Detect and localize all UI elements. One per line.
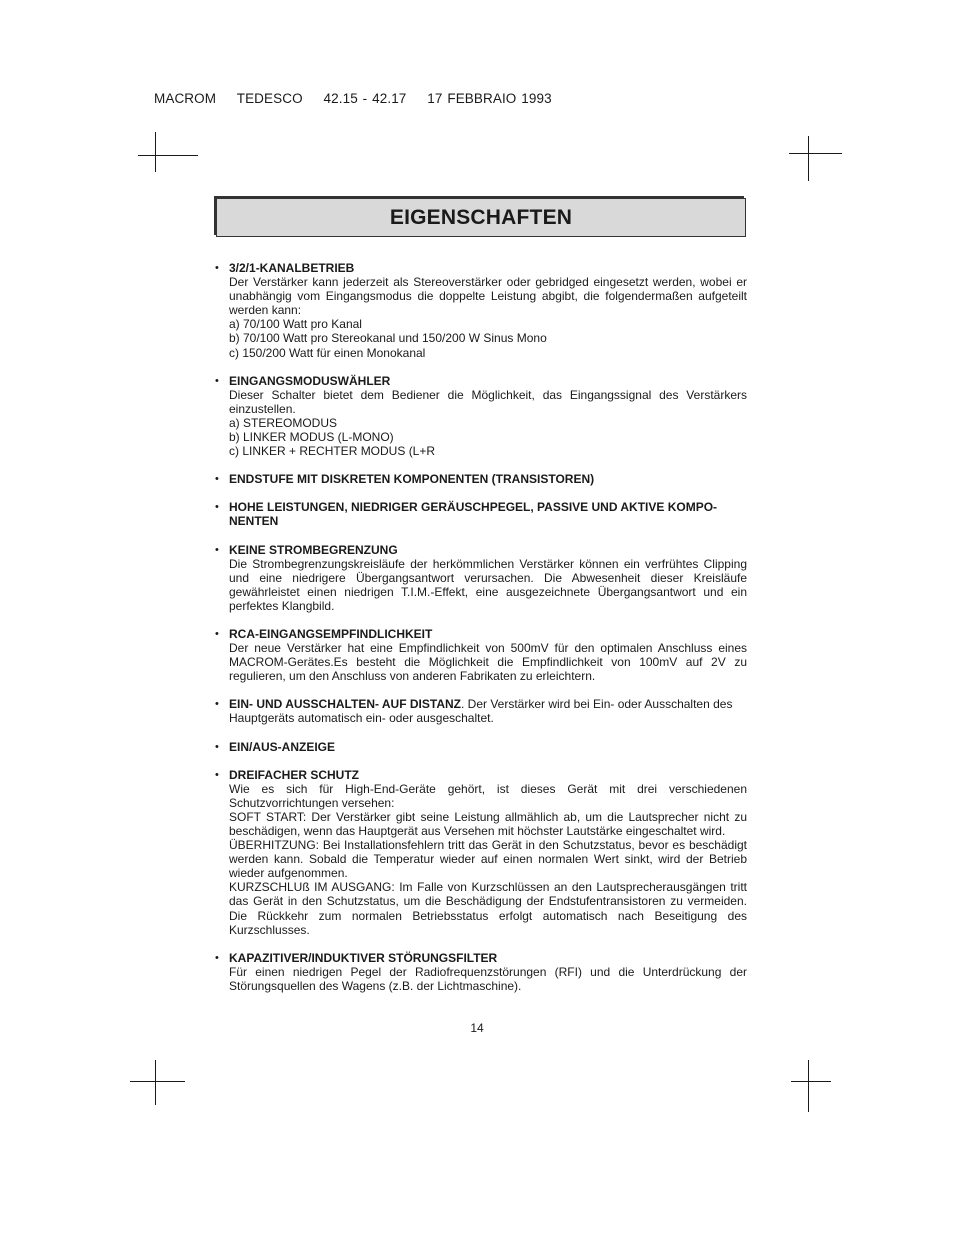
list-item: a) 70/100 Watt pro Kanal bbox=[229, 317, 362, 332]
feature-input-mode-selector bbox=[215, 374, 747, 459]
feature-no-current-limit bbox=[215, 543, 747, 613]
bullet: • bbox=[215, 740, 219, 753]
feature-on-off-indicator bbox=[215, 740, 747, 754]
feature-title: ENDSTUFE MIT DISKRETEN KOMPONENTEN (TRANSISTOREN) bbox=[229, 472, 595, 487]
feature-title: DREIFACHER SCHUTZ bbox=[229, 767, 360, 782]
protection-short-circuit: KURZSCHLUß IM AUSGANG: Im Falle von Kurzschlüssen an den Lautsprecherausgängen tritt das Gerät in den Schutzstatus, um die Beschädigung der Endstufentransistoren zu vermeiden. Die Rückkehr zum normalen Betriebsstatus erfolgt automatisch nach Beseitigung des Kurzschlusses. bbox=[229, 880, 747, 937]
header-date: 17 FEBBRAIO 1993 bbox=[427, 91, 552, 106]
feature-text: Wie es sich für High-End-Geräte gehört, ist dieses Gerät mit drei verschiedenen Schutzvorrichtungen versehen: bbox=[229, 781, 747, 810]
feature-text: . Der Verstärker wird bei Ein- oder Ausschalten des Hauptgeräts automatisch ein- oder ausgeschaltet. bbox=[229, 697, 733, 726]
feature-title: EIN- UND AUSSCHALTEN- AUF DISTANZ bbox=[229, 697, 461, 712]
header-brand: MACROM bbox=[154, 91, 217, 106]
feature-channel-operation bbox=[215, 261, 747, 360]
feature-text: Der neue Verstärker hat eine Empfindlichkeit von 500mV für den optimalen Anschluss eines MACROM-Gerätes.Es besteht die Möglichkeit die Empfindlichkeit von 100mV auf 2V zu regulieren, um den Anschluss von anderen Fabrikaten zu erleichtern. bbox=[229, 641, 747, 684]
protection-soft-start: SOFT START: Der Verstärker gibt seine Leistung allmählich ab, um die Lautsprecher nicht zu beschädigen, wenn das Hauptgerät aus Versehen mit höchster Lautstärke eingeschaltet wird. bbox=[229, 809, 747, 838]
feature-interference-filter bbox=[215, 951, 747, 993]
feature-title: KEINE STROMBEGRENZUNG bbox=[229, 542, 398, 557]
list-item: a) STEREOMODUS bbox=[229, 415, 338, 430]
list-item: c) LINKER + RECHTER MODUS (L+R bbox=[229, 444, 436, 459]
bullet: • bbox=[215, 698, 219, 711]
features-list bbox=[215, 261, 747, 1007]
feature-high-power bbox=[215, 500, 747, 528]
feature-title: KAPAZITIVER/INDUKTIVER STÖRUNGSFILTER bbox=[229, 950, 498, 965]
page-title: EIGENSCHAFTEN bbox=[389, 205, 573, 229]
feature-title: 3/2/1-KANALBETRIEB bbox=[229, 261, 355, 275]
bullet: • bbox=[215, 501, 219, 514]
header-models: 42.15 - 42.17 bbox=[323, 91, 407, 106]
feature-inline-text bbox=[229, 697, 747, 725]
bullet: • bbox=[215, 262, 219, 274]
feature-title: EIN/AUS-ANZEIGE bbox=[229, 739, 336, 754]
list-item: c) 150/200 Watt für einen Monokanal bbox=[229, 345, 426, 360]
list-item: b) 70/100 Watt pro Stereokanal und 150/200 W Sinus Mono bbox=[229, 331, 547, 346]
list-item: b) LINKER MODUS (L-MONO) bbox=[229, 430, 394, 445]
feature-discrete-output-stage bbox=[215, 472, 747, 486]
feature-text: Dieser Schalter bietet dem Bediener die Möglichkeit, das Eingangssignal des Verstärkers einzustellen. bbox=[229, 387, 747, 416]
feature-triple-protection bbox=[215, 768, 747, 937]
page-number: 14 bbox=[470, 1021, 484, 1035]
header-language: TEDESCO bbox=[236, 91, 303, 106]
feature-text: Der Verstärker kann jederzeit als Stereoverstärker oder gebridged eingesetzt werden, wobei er unabhängig vom Eingangsmodus die doppelte Leistung abgibt, die folgendermaßen aufgeteilt werden kann: bbox=[229, 275, 747, 318]
bullet: • bbox=[215, 768, 219, 781]
feature-title: HOHE LEISTUNGEN, NIEDRIGER GERÄUSCHPEGEL, PASSIVE UND AKTIVE KOMPO-NENTEN bbox=[229, 500, 718, 529]
feature-title: RCA-EINGANGSEMPFINDLICHKEIT bbox=[229, 626, 433, 641]
title-box bbox=[216, 198, 746, 237]
feature-text: Die Strombegrenzungskreisläufe der herkömmlichen Verstärker können ein verfrühtes Clipping und eine niedrigere Übergangsantwort verursachen. Die Abwesenheit dieser Kreisläufe gewährleistet einen niedrigen T.I.M.-Effekt, eine ausgezeichnete Übergangsantwort und ein perfektes Klangbild. bbox=[229, 556, 747, 613]
document-header bbox=[154, 91, 568, 106]
feature-title: EINGANGSMODUSWÄHLER bbox=[229, 373, 391, 388]
bullet: • bbox=[215, 473, 219, 486]
feature-text: Für einen niedrigen Pegel der Radiofrequenzstörungen (RFI) und die Unterdrückung der Störungsquellen des Wagens (z.B. der Lichtmaschine). bbox=[229, 964, 747, 993]
protection-overheat: ÜBERHITZUNG: Bei Installationsfehlern tritt das Gerät in den Schutzstatus, bevor es beschädigt werden kann. Sobald die Temperatur wieder auf einen normalen Wert sinkt, wird der Betrieb wieder aufgenommen. bbox=[229, 838, 747, 881]
bullet: • bbox=[215, 543, 219, 556]
bullet: • bbox=[215, 374, 219, 387]
bullet: • bbox=[215, 951, 219, 964]
feature-rca-input-sensitivity bbox=[215, 627, 747, 683]
feature-remote-switching bbox=[215, 697, 747, 725]
bullet: • bbox=[215, 627, 219, 640]
